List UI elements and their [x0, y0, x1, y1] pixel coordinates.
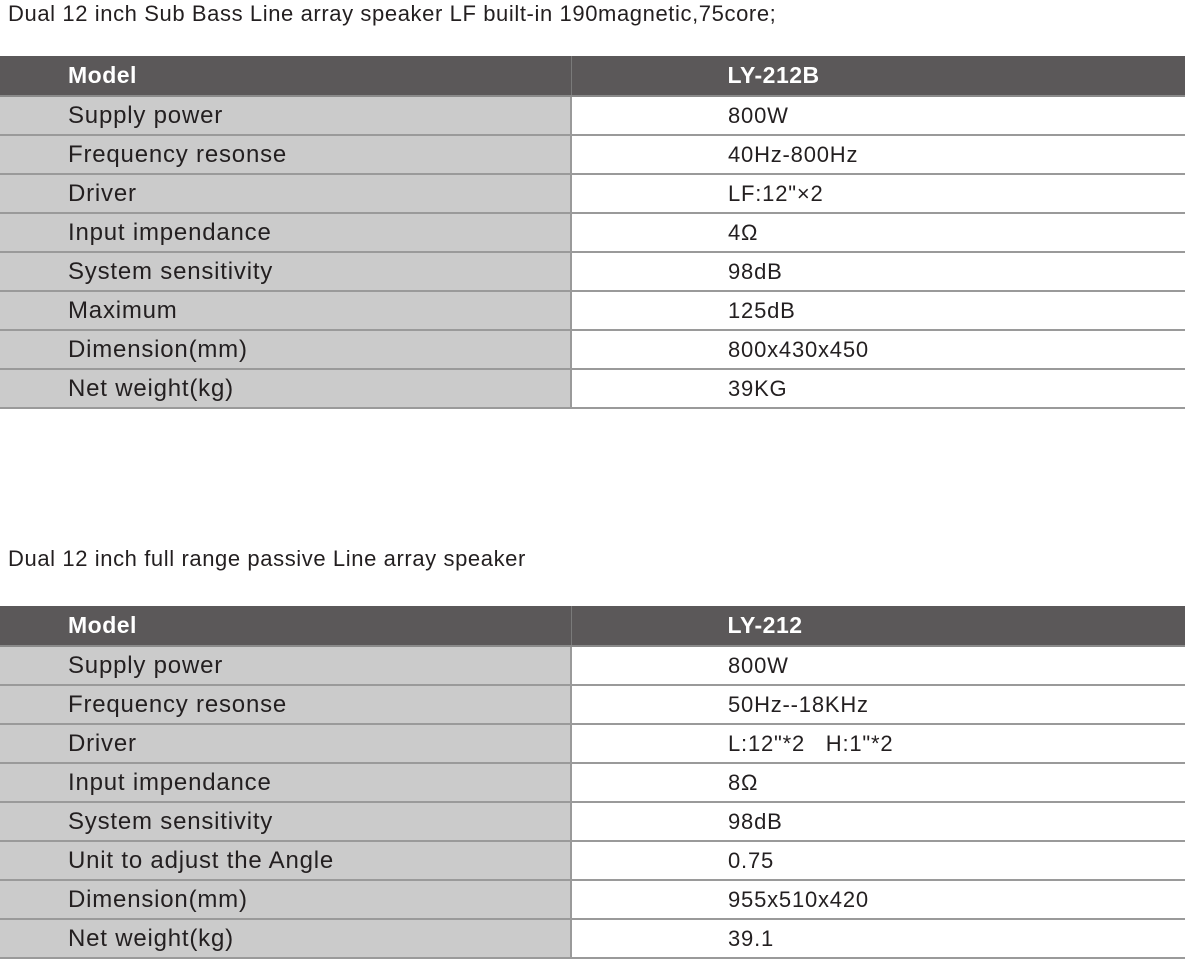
spec-label: Frequency resonse — [0, 135, 571, 174]
spec-label: Supply power — [0, 646, 571, 685]
spec-value: 4Ω — [571, 213, 1185, 252]
model-header-label: Model — [0, 606, 571, 646]
table-row — [0, 213, 1185, 252]
spec-value: 98dB — [571, 252, 1185, 291]
ly-212b-spec-table — [0, 56, 1185, 409]
table-row — [0, 724, 1185, 763]
sub-bass-caption: Dual 12 inch Sub Bass Line array speaker LF built-in 190magnetic,75core; — [8, 1, 777, 26]
model-header-label: Model — [0, 56, 571, 96]
table-header-row — [0, 606, 1185, 646]
spec-value: 125dB — [571, 291, 1185, 330]
spec-label: Net weight(kg) — [0, 919, 571, 958]
spec-label: Net weight(kg) — [0, 369, 571, 408]
spec-value: 800W — [571, 646, 1185, 685]
table-row — [0, 763, 1185, 802]
spec-value: 39KG — [571, 369, 1185, 408]
table-row — [0, 96, 1185, 135]
full-range-caption: Dual 12 inch full range passive Line array speaker — [8, 546, 526, 571]
spec-value: 800x430x450 — [571, 330, 1185, 369]
table-row — [0, 291, 1185, 330]
spec-value: 800W — [571, 96, 1185, 135]
spec-label: Supply power — [0, 96, 571, 135]
spec-label: Input impendance — [0, 213, 571, 252]
spec-value: 40Hz-800Hz — [571, 135, 1185, 174]
spec-value: 0.75 — [571, 841, 1185, 880]
table-row — [0, 252, 1185, 291]
table-row — [0, 174, 1185, 213]
spec-label: Unit to adjust the Angle — [0, 841, 571, 880]
spec-value: 8Ω — [571, 763, 1185, 802]
spec-value: 98dB — [571, 802, 1185, 841]
spec-value: 955x510x420 — [571, 880, 1185, 919]
spec-label: Maximum — [0, 291, 571, 330]
model-header-value: LY-212 — [571, 606, 1185, 646]
spec-label: Dimension(mm) — [0, 330, 571, 369]
table-row — [0, 841, 1185, 880]
spec-value: 50Hz--18KHz — [571, 685, 1185, 724]
spec-label: Frequency resonse — [0, 685, 571, 724]
spec-value: L:12"*2 H:1"*2 — [571, 724, 1185, 763]
spec-label: Dimension(mm) — [0, 880, 571, 919]
table-row — [0, 880, 1185, 919]
spec-value: 39.1 — [571, 919, 1185, 958]
spec-label: System sensitivity — [0, 802, 571, 841]
model-header-value: LY-212B — [571, 56, 1185, 96]
table-header-row — [0, 56, 1185, 96]
table-row — [0, 330, 1185, 369]
table-row — [0, 802, 1185, 841]
table-row — [0, 919, 1185, 958]
spec-label: System sensitivity — [0, 252, 571, 291]
table-row — [0, 369, 1185, 408]
ly-212-spec-table — [0, 606, 1185, 959]
spec-value: LF:12"×2 — [571, 174, 1185, 213]
table-row — [0, 135, 1185, 174]
spec-label: Driver — [0, 174, 571, 213]
table-row — [0, 646, 1185, 685]
spec-label: Driver — [0, 724, 571, 763]
table-row — [0, 685, 1185, 724]
spec-label: Input impendance — [0, 763, 571, 802]
